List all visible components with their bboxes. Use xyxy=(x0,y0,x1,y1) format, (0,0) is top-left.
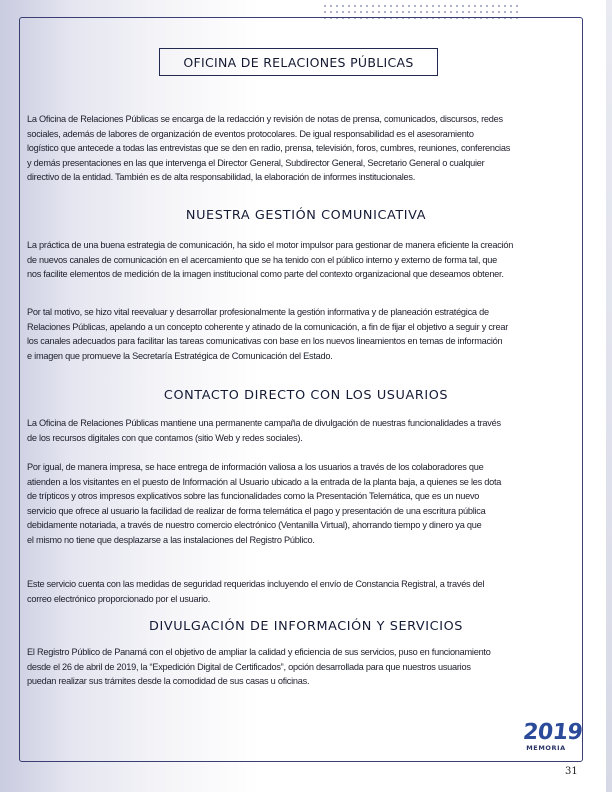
section-heading-contacto: CONTACTO DIRECTO CON LOS USUARIOS xyxy=(163,388,449,403)
gestion-paragraph-1 xyxy=(27,238,585,282)
text-line: sociales, además de labores de organización de eventos protocolares. De igual responsabilidad es el asesoramiento xyxy=(27,128,474,139)
logo-word: MEMORIA xyxy=(526,744,566,752)
text-line: Este servicio cuenta con las medidas de seguridad requeridas incluyendo el envío de Constancia Registral, a través del xyxy=(27,579,485,589)
text-line: El Registro Público de Panamá con el objetivo de ampliar la calidad y eficiencia de sus servicios, puso en funcionamiento xyxy=(27,647,491,657)
contacto-paragraph-1 xyxy=(27,416,585,445)
text-line: y demás presentaciones en las que intervenga el Director General, Subdirector General, Secretario General o cualquier xyxy=(27,157,485,168)
text-line: de los recursos digitales con que contamos (sitio Web y redes sociales). xyxy=(27,432,303,443)
memoria-2019-logo xyxy=(521,720,584,754)
text-line: desde el 26 de abril de 2019, la “Expedición Digital de Certificados”, opción desarrollada para que nuestros usuarios xyxy=(27,661,471,672)
text-line: de trípticos y otros impresos explicativos sobre las funcionalidades como la Presentación Telemática, que es un nuevo xyxy=(27,491,480,501)
text-line: La Oficina de Relaciones Públicas se encarga de la redacción y revisión de notas de prensa, comunicados, discursos, redes xyxy=(27,114,503,124)
text-line: servicio que ofrece al usuario la facilidad de realizar de forma telemática el pago y presentación de una escritura pública xyxy=(27,505,486,516)
text-line: Relaciones Públicas, apelando a un concepto coherente y atinado de la comunicación, a fin de fijar el objetivo a seguir y crear xyxy=(27,321,509,332)
text-line: logístico que antecede a todas las entrevistas que se den en radio, prensa, televisión, foros, cumbres, reuniones, conferencias xyxy=(27,143,511,153)
text-line: directivo de la entidad. También es de alta responsabilidad, la elaboración de informes institucionales. xyxy=(27,172,416,182)
text-line: La práctica de una buena estrategia de comunicación, ha sido el motor impulsor para gestionar de manera eficiente la creación xyxy=(27,240,514,250)
divulgacion-paragraph xyxy=(27,645,585,689)
page-number: 31 xyxy=(565,766,578,777)
text-line: los canales adecuados para facilitar las tareas comunicativas con base en los nuevos lineamientos en temas de información xyxy=(27,336,503,346)
intro-paragraph xyxy=(27,112,585,185)
text-line: el mismo no tiene que desplazarse a las instalaciones del Registro Público. xyxy=(27,534,315,545)
logo-year: 2019 xyxy=(521,720,584,745)
text-line: Por tal motivo, se hizo vital reevaluar y desarrollar profesionalmente la gestión informativa y de planeación estratégica de xyxy=(27,307,489,317)
text-line: debidamente notariada, a través de nuestro comercio electrónico (Ventanilla Virtual), ahorrando tiempo y dinero ya que xyxy=(27,520,482,530)
section-heading-gestion: NUESTRA GESTIÓN COMUNICATIVA xyxy=(185,208,427,223)
text-line: de nuevos canales de comunicación en el acercamiento que se ha tenido con el público interno y externo de forma tal, que xyxy=(27,254,498,265)
gestion-paragraph-2 xyxy=(27,305,585,363)
text-line: nos facilite elementos de medición de la imagen institucional como parte del contexto organizacional que deseamos obtener. xyxy=(27,269,504,279)
page-title: OFICINA DE RELACIONES PÚBLICAS xyxy=(183,54,414,70)
page-title-box xyxy=(159,48,438,76)
contacto-paragraph-2 xyxy=(27,460,585,547)
text-line: La Oficina de Relaciones Públicas mantiene una permanente campaña de divulgación de nuestras funcionalidades a través xyxy=(27,418,501,428)
section-heading-divulgacion: DIVULGACIÓN DE INFORMACIÓN Y SERVICIOS xyxy=(149,619,463,634)
text-line: e imagen que promueve la Secretaría Estratégica de Comunicación del Estado. xyxy=(27,350,333,361)
text-line: correo electrónico proporcionado por el usuario. xyxy=(27,593,211,604)
text-line: puedan realizar sus trámites desde la comodidad de sus casas u oficinas. xyxy=(27,676,310,686)
text-line: Por igual, de manera impresa, se hace entrega de información valiosa a los usuarios a través de los colaboradores que xyxy=(27,462,484,472)
text-line: atienden a los visitantes en el puesto de Información al Usuario ubicado a la entrada de la planta baja, a quienes se les dota xyxy=(27,476,502,487)
contacto-paragraph-3 xyxy=(27,577,585,606)
